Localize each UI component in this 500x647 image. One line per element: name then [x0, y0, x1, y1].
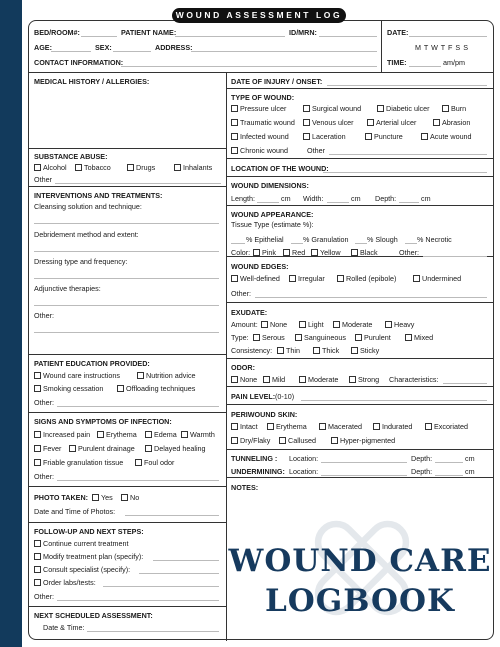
bed-room-label: BED/ROOM#: [34, 28, 80, 37]
pain-level-label: PAIN LEVEL: [231, 392, 276, 401]
undermining-location-field[interactable] [321, 475, 407, 476]
intervention-other-field[interactable] [34, 332, 219, 333]
book-spine [0, 0, 22, 647]
infected-wound-checkbox[interactable]: Infected wound [231, 132, 289, 141]
date-injury-label: DATE OF INJURY / ONSET: [231, 77, 323, 86]
surgical-wound-checkbox[interactable]: Surgical wound [303, 104, 361, 113]
alcohol-checkbox[interactable]: Alcohol [34, 163, 67, 172]
odor-section [227, 359, 493, 387]
amount-light-checkbox[interactable]: Light [299, 320, 324, 329]
undermining-location-label: Location: [289, 467, 319, 476]
assessment-form [28, 20, 494, 640]
age-field[interactable] [51, 51, 91, 52]
purulent-drainage-checkbox[interactable]: Purulent drainage [69, 444, 135, 453]
infection-other-label: Other: [34, 472, 54, 481]
sticky-checkbox[interactable]: Sticky [351, 346, 379, 355]
followup-other-label: Other: [34, 592, 54, 601]
depth-label: Depth: [375, 194, 397, 203]
amount-none-checkbox[interactable]: None [261, 320, 287, 329]
dimensions-section [227, 177, 493, 206]
wound-type-other-field[interactable] [329, 154, 487, 155]
puncture-checkbox[interactable]: Puncture [365, 132, 403, 141]
date-field[interactable] [409, 36, 487, 37]
photo-no-checkbox[interactable]: No [121, 493, 139, 502]
title-line-2: LOGBOOK [264, 583, 455, 619]
pressure-ulcer-checkbox[interactable]: Pressure ulcer [231, 104, 286, 113]
next-assessment-section [29, 607, 226, 641]
amount-heavy-checkbox[interactable]: Heavy [385, 320, 414, 329]
chronic-wound-checkbox[interactable]: Chronic wound [231, 146, 288, 155]
callused-checkbox[interactable]: Callused [279, 436, 316, 445]
indurated-checkbox[interactable]: Indurated [373, 422, 412, 431]
color-label: Color: [231, 248, 251, 257]
odor-mild-checkbox[interactable]: Mild [263, 375, 285, 384]
pink-checkbox[interactable]: Pink [253, 248, 276, 257]
tunneling-section [227, 450, 493, 478]
yellow-checkbox[interactable]: Yellow [311, 248, 341, 257]
undermining-depth-label: Depth: [411, 467, 433, 476]
photo-label: PHOTO TAKEN: [34, 493, 89, 502]
black-checkbox[interactable]: Black [351, 248, 378, 257]
infection-label: SIGNS AND SYMPTOMS OF INFECTION: [34, 417, 172, 426]
exudate-type-label: Type: [231, 333, 249, 342]
appearance-label: WOUND APPEARANCE: [231, 210, 314, 219]
bed-room-field[interactable] [81, 36, 117, 37]
consult-specialist-field[interactable] [139, 573, 219, 574]
fever-checkbox[interactable]: Fever [34, 444, 61, 453]
foul-odor-checkbox[interactable]: Foul odor [135, 458, 174, 467]
irregular-checkbox[interactable]: Irregular [289, 274, 325, 283]
am-pm-label: am/pm [443, 58, 465, 67]
date-label: DATE: [387, 28, 409, 37]
followup-section [29, 523, 226, 607]
next-datetime-field[interactable] [87, 631, 219, 632]
excoriated-checkbox[interactable]: Excoriated [425, 422, 468, 431]
amount-label: Amount: [231, 320, 258, 329]
width-unit: cm [351, 194, 361, 203]
nutrition-advice-checkbox[interactable]: Nutrition advice [137, 371, 196, 380]
sex-field[interactable] [113, 51, 151, 52]
notes-label: NOTES: [231, 483, 259, 492]
wound-type-section [227, 89, 493, 159]
patient-name-field[interactable] [175, 36, 285, 37]
adjunctive-label: Adjunctive therapies: [34, 284, 101, 293]
education-section [29, 355, 226, 413]
location-field[interactable] [323, 172, 487, 173]
cleansing-label: Cleansing solution and technique: [34, 202, 142, 211]
infection-section [29, 413, 226, 487]
title-line-1: WOUND CARE [228, 543, 492, 579]
date-injury-field[interactable] [327, 85, 487, 86]
adjunctive-field[interactable] [34, 305, 219, 306]
id-mrn-label: ID/MRN: [289, 28, 317, 37]
photo-yes-checkbox[interactable]: Yes [92, 493, 113, 502]
length-unit: cm [281, 194, 291, 203]
location-label: LOCATION OF THE WOUND: [231, 164, 329, 173]
width-label: Width: [303, 194, 324, 203]
slough-label: % Slough [367, 235, 398, 244]
followup-label: FOLLOW-UP AND NEXT STEPS: [34, 527, 144, 536]
venous-ulcer-checkbox[interactable]: Venous ulcer [303, 118, 354, 127]
abrasion-checkbox[interactable]: Abrasion [433, 118, 470, 127]
periwound-label: PERIWOUND SKIN: [231, 410, 298, 419]
education-other-field[interactable] [57, 406, 219, 407]
warmth-checkbox[interactable]: Warmth [181, 430, 215, 439]
tunneling-depth-field[interactable] [435, 462, 463, 463]
diabetic-ulcer-checkbox[interactable]: Diabetic ulcer [377, 104, 430, 113]
epithelial-field[interactable] [231, 243, 245, 244]
tunneling-location-label: Location: [289, 454, 319, 463]
contact-field[interactable] [121, 66, 377, 67]
right-column [227, 73, 493, 641]
education-label: PATIENT EDUCATION PROVIDED: [34, 359, 150, 368]
depth-field[interactable] [399, 202, 419, 203]
rolled-epibole-checkbox[interactable]: Rolled (epibole) [337, 274, 396, 283]
tissue-type-label: Tissue Type (estimate %): [231, 220, 314, 229]
time-label: TIME: [387, 58, 407, 67]
continue-treatment-checkbox[interactable]: Continue current treatment [34, 539, 129, 548]
edges-section [227, 257, 493, 303]
slough-field[interactable] [355, 243, 367, 244]
medical-history-label: MEDICAL HISTORY / ALLERGIES: [34, 77, 150, 86]
characteristics-field[interactable] [443, 383, 487, 384]
order-labs-checkbox[interactable]: Order labs/tests: [34, 578, 96, 587]
mixed-checkbox[interactable]: Mixed [405, 333, 433, 342]
purulent-checkbox[interactable]: Purulent [355, 333, 391, 342]
appearance-section [227, 206, 493, 257]
debridement-field[interactable] [34, 251, 219, 252]
hyper-pigmented-checkbox[interactable]: Hyper-pigmented [331, 436, 395, 445]
arterial-ulcer-checkbox[interactable]: Arterial ulcer [367, 118, 416, 127]
substance-abuse-label: SUBSTANCE ABUSE: [34, 152, 108, 161]
modify-plan-checkbox[interactable]: Modify treatment plan (specify): [34, 552, 143, 561]
next-datetime-label: Date & Time: [43, 623, 85, 632]
pain-level-field[interactable] [301, 400, 487, 401]
pain-range-label: (0-10) [275, 392, 295, 401]
red-checkbox[interactable]: Red [283, 248, 305, 257]
medical-history-section [29, 73, 226, 149]
dressing-field[interactable] [34, 278, 219, 279]
undermining-label: UNDERMINING: [231, 467, 285, 476]
pain-level-section [227, 387, 493, 405]
periwound-section [227, 405, 493, 450]
odor-label: ODOR: [231, 363, 255, 372]
periwound-erythema-checkbox[interactable]: Erythema [267, 422, 307, 431]
substance-abuse-section [29, 149, 226, 187]
length-field[interactable] [257, 202, 279, 203]
substance-other-label: Other [34, 175, 52, 184]
next-assessment-label: NEXT SCHEDULED ASSESSMENT: [34, 611, 153, 620]
address-label: ADDRESS: [155, 43, 193, 52]
intervention-other-label: Other: [34, 311, 54, 320]
consistency-label: Consistency: [231, 346, 273, 355]
address-field[interactable] [191, 51, 377, 52]
offloading-checkbox[interactable]: Offloading techniques [117, 384, 195, 393]
page-banner: WOUND ASSESSMENT LOG [172, 8, 346, 23]
increased-pain-checkbox[interactable]: Increased pain [34, 430, 90, 439]
dry-flaky-checkbox[interactable]: Dry/Flaky [231, 436, 270, 445]
necrotic-field[interactable] [405, 243, 417, 244]
color-other-label: Other: [399, 248, 419, 257]
laceration-checkbox[interactable]: Laceration [303, 132, 346, 141]
left-column [29, 73, 227, 641]
photo-date-field[interactable] [125, 515, 219, 516]
friable-granulation-checkbox[interactable]: Friable granulation tissue [34, 458, 123, 467]
depth-unit: cm [421, 194, 431, 203]
edges-label: WOUND EDGES: [231, 262, 289, 271]
dressing-label: Dressing type and frequency: [34, 257, 128, 266]
amount-moderate-checkbox[interactable]: Moderate [333, 320, 372, 329]
dimensions-label: WOUND DIMENSIONS: [231, 181, 309, 190]
modify-plan-field[interactable] [153, 560, 219, 561]
intact-checkbox[interactable]: Intact [231, 422, 258, 431]
interventions-label: INTERVENTIONS AND TREATMENTS: [34, 191, 163, 200]
thick-checkbox[interactable]: Thick [313, 346, 339, 355]
tunneling-unit: cm [465, 454, 475, 463]
sex-label: SEX: [95, 43, 112, 52]
date-injury-section [227, 73, 493, 89]
undermining-unit: cm [465, 467, 475, 476]
cleansing-field[interactable] [34, 223, 219, 224]
interventions-section [29, 187, 226, 355]
photo-section [29, 487, 226, 523]
granulation-field[interactable] [291, 243, 303, 244]
age-label: AGE: [34, 43, 52, 52]
id-mrn-field[interactable] [319, 36, 377, 37]
burn-checkbox[interactable]: Burn [442, 104, 466, 113]
education-other-label: Other: [34, 398, 54, 407]
odor-moderate-checkbox[interactable]: Moderate [299, 375, 338, 384]
location-section [227, 159, 493, 177]
epithelial-label: % Epithelial [246, 235, 284, 244]
odor-none-checkbox[interactable]: None [231, 375, 257, 384]
length-label: Length: [231, 194, 255, 203]
acute-wound-checkbox[interactable]: Acute wound [421, 132, 472, 141]
inhalants-checkbox[interactable]: Inhalants [174, 163, 212, 172]
tunneling-label: TUNNELING : [231, 454, 278, 463]
thin-checkbox[interactable]: Thin [277, 346, 300, 355]
drugs-checkbox[interactable]: Drugs [127, 163, 155, 172]
undermining-depth-field[interactable] [435, 475, 463, 476]
smoking-cessation-checkbox[interactable]: Smoking cessation [34, 384, 103, 393]
cover-title [227, 503, 493, 641]
substance-other-field[interactable] [55, 183, 221, 184]
wound-type-other-label: Other [307, 146, 325, 155]
tunneling-depth-label: Depth: [411, 454, 433, 463]
necrotic-label: % Necrotic [417, 235, 452, 244]
contact-label: CONTACT INFORMATION: [34, 58, 124, 67]
exudate-section [227, 303, 493, 359]
patient-header [29, 21, 493, 73]
wound-care-instructions-checkbox[interactable]: Wound care instructions [34, 371, 120, 380]
edges-other-field[interactable] [255, 297, 487, 298]
traumatic-wound-checkbox[interactable]: Traumatic wound [231, 118, 295, 127]
sanguineous-checkbox[interactable]: Sanguineous [295, 333, 346, 342]
exudate-label: EXUDATE: [231, 308, 268, 317]
patient-name-label: PATIENT NAME: [121, 28, 177, 37]
granulation-label: % Granulation [303, 235, 349, 244]
consult-specialist-checkbox[interactable]: Consult specialist (specify): [34, 565, 130, 574]
erythema-checkbox[interactable]: Erythema [97, 430, 137, 439]
time-field[interactable] [409, 66, 441, 67]
undermined-checkbox[interactable]: Undermined [413, 274, 461, 283]
delayed-healing-checkbox[interactable]: Delayed healing [145, 444, 206, 453]
order-labs-field[interactable] [103, 586, 219, 587]
debridement-label: Debridement method and extent: [34, 230, 139, 239]
serous-checkbox[interactable]: Serous [253, 333, 285, 342]
wound-type-label: TYPE OF WOUND: [231, 93, 295, 102]
photo-date-label: Date and Time of Photos: [34, 507, 116, 516]
macerated-checkbox[interactable]: Macerated [319, 422, 362, 431]
tunneling-location-field[interactable] [321, 462, 407, 463]
weekday-selector[interactable]: M T W T F S S [415, 43, 469, 52]
edema-checkbox[interactable]: Edema [145, 430, 177, 439]
odor-strong-checkbox[interactable]: Strong [349, 375, 379, 384]
infection-other-field[interactable] [57, 480, 219, 481]
tobacco-checkbox[interactable]: Tobacco [75, 163, 111, 172]
well-defined-checkbox[interactable]: Well-defined [231, 274, 280, 283]
width-field[interactable] [327, 202, 349, 203]
edges-other-label: Other: [231, 289, 251, 298]
characteristics-label: Characteristics: [389, 375, 439, 384]
followup-other-field[interactable] [57, 600, 219, 601]
